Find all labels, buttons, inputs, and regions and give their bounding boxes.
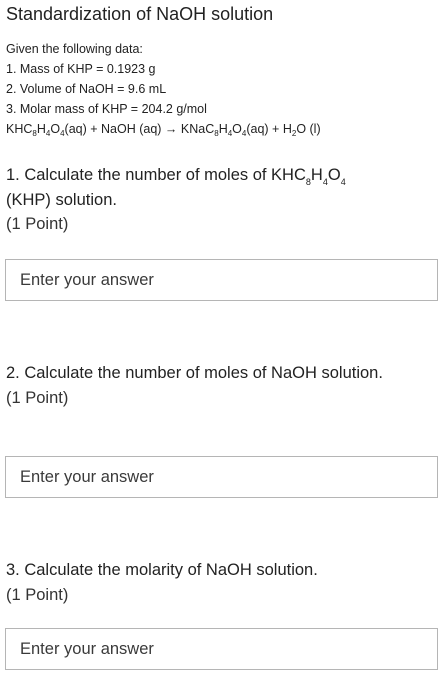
- question-2: [6, 361, 426, 410]
- question-1: [6, 163, 426, 237]
- answer-box-1[interactable]: [5, 259, 438, 301]
- answer-box-2[interactable]: [5, 456, 438, 498]
- question-2-text: 2. Calculate the number of moles of NaOH solution.: [6, 364, 383, 382]
- given-item-molar-mass: 3. Molar mass of KHP = 204.2 g/mol: [6, 102, 207, 116]
- answer-box-3[interactable]: [5, 628, 438, 670]
- given-item-volume: 2. Volume of NaOH = 9.6 mL: [6, 82, 167, 96]
- question-3-points: (1 Point): [6, 585, 69, 604]
- given-data-section: [6, 39, 207, 119]
- reaction-equation: $KHC_8H_4O_4(aq)$ + NaOH $(aq) \to KNaC_8H_4O_4(aq) + H_2O$ (l): [6, 122, 321, 138]
- question-3: [6, 558, 426, 607]
- answer-input-3[interactable]: [20, 640, 420, 659]
- answer-input-1[interactable]: [20, 271, 420, 290]
- page-title: Standardization of NaOH solution: [6, 4, 274, 24]
- question-2-points: (1 Point): [6, 388, 69, 407]
- answer-input-2[interactable]: [20, 468, 420, 487]
- question-1-text: 1. Calculate the number of moles of $KHC_8H_4O_4$ (KHP) solution.: [6, 166, 346, 209]
- given-item-mass: 1. Mass of KHP = 0.1923 g: [6, 62, 156, 76]
- given-intro: Given the following data:: [6, 42, 143, 56]
- question-1-points: (1 Point): [6, 215, 69, 233]
- question-3-text: 3. Calculate the molarity of NaOH solution.: [6, 561, 318, 579]
